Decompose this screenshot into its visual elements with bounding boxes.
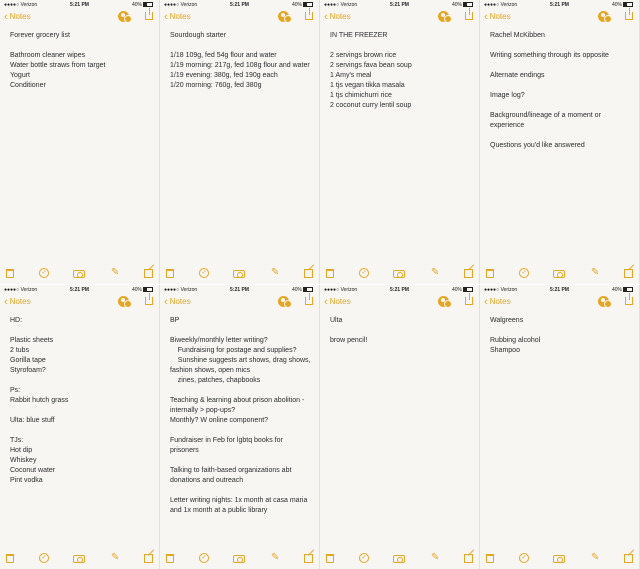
checklist-icon[interactable]: ✓	[199, 268, 209, 278]
note-screen	[160, 285, 320, 569]
back-label: Notes	[489, 297, 511, 306]
note-line	[490, 101, 633, 111]
back-to-notes-button[interactable]	[164, 12, 191, 21]
compose-icon[interactable]	[304, 554, 313, 563]
note-body[interactable]	[10, 31, 153, 91]
bottom-toolbar	[320, 551, 479, 567]
battery-status: 40%	[452, 287, 473, 293]
note-line: Ps:	[10, 387, 21, 394]
note-line: Sourdough starter	[170, 32, 227, 39]
checklist-icon[interactable]: ✓	[359, 553, 369, 563]
note-line: Yogurt	[10, 72, 30, 79]
status-time: 5:21 PM	[70, 287, 89, 293]
navigation-bar	[160, 10, 319, 26]
note-line: Rabbit hutch grass	[10, 397, 69, 404]
add-person-icon[interactable]	[118, 296, 129, 307]
note-line: Walgreens	[490, 317, 524, 324]
compose-icon[interactable]	[144, 269, 153, 278]
compose-icon[interactable]	[144, 554, 153, 563]
sketch-icon[interactable]: ✎	[431, 552, 440, 563]
note-line: Ulta: blue stuff	[10, 417, 55, 424]
note-screen	[480, 285, 640, 569]
carrier-label: ●●●●○ Verizon	[4, 2, 38, 8]
note-line: 2 servings brown rice	[330, 52, 397, 59]
back-label: Notes	[489, 12, 511, 21]
note-line	[170, 426, 313, 436]
note-line	[10, 41, 153, 51]
sketch-icon[interactable]: ✎	[591, 552, 600, 563]
navigation-bar	[480, 10, 639, 26]
carrier-label: ●●●●○ Verizon	[164, 287, 198, 293]
note-line: 1/19 evening: 380g, fed 190g each	[170, 72, 278, 79]
note-body[interactable]	[170, 316, 313, 516]
battery-icon	[463, 2, 473, 7]
note-line: Gorilla tape	[10, 357, 46, 364]
note-screen	[480, 0, 640, 284]
battery-status: 40%	[132, 2, 153, 8]
compose-icon[interactable]	[464, 554, 473, 563]
battery-icon	[303, 287, 313, 292]
note-line: brow pencil!	[330, 337, 368, 344]
battery-icon	[143, 287, 153, 292]
sketch-icon[interactable]: ✎	[111, 267, 120, 278]
carrier-label: ●●●●○ Verizon	[484, 2, 518, 8]
note-line	[10, 406, 153, 416]
note-line	[330, 326, 473, 336]
note-line: 1/20 morning: 760g, fed 380g	[170, 82, 262, 89]
note-line: Questions you'd like answered	[490, 142, 585, 149]
status-bar	[160, 287, 319, 295]
share-icon[interactable]	[305, 297, 313, 305]
share-icon[interactable]	[145, 297, 153, 305]
share-icon[interactable]	[305, 12, 313, 20]
checklist-icon[interactable]: ✓	[359, 268, 369, 278]
compose-icon[interactable]	[304, 269, 313, 278]
chevron-left-icon: ‹	[324, 296, 328, 308]
note-line	[170, 456, 313, 466]
bottom-toolbar	[480, 551, 639, 567]
compose-icon[interactable]	[464, 269, 473, 278]
note-line: BP	[170, 317, 180, 324]
camera-icon[interactable]	[553, 555, 565, 563]
note-line: Hot dip	[10, 447, 33, 454]
battery-status: 40%	[612, 287, 633, 293]
note-line	[170, 386, 313, 396]
carrier-label: ●●●●○ Verizon	[324, 287, 358, 293]
checklist-icon[interactable]: ✓	[519, 268, 529, 278]
note-line: 1 tjs chimichurri rice	[330, 92, 392, 99]
share-icon[interactable]	[625, 12, 633, 20]
sketch-icon[interactable]: ✎	[271, 552, 280, 563]
note-line: Rachel McKibben	[490, 32, 545, 39]
back-label: Notes	[9, 297, 31, 306]
note-screen	[320, 0, 480, 284]
note-line: 2 coconut curry lentil soup	[330, 102, 412, 109]
status-bar	[480, 2, 639, 10]
trash-icon[interactable]	[166, 269, 174, 278]
status-time: 5:21 PM	[390, 287, 409, 293]
note-line	[490, 131, 633, 141]
add-person-icon[interactable]	[598, 296, 609, 307]
note-screen	[0, 285, 160, 569]
trash-icon[interactable]	[326, 554, 334, 563]
bottom-toolbar	[0, 266, 159, 282]
bottom-toolbar	[160, 551, 319, 567]
note-body[interactable]	[330, 31, 473, 111]
trash-icon[interactable]	[326, 269, 334, 278]
checklist-icon[interactable]: ✓	[39, 268, 49, 278]
note-line: Pint vodka	[10, 477, 43, 484]
note-body[interactable]	[10, 316, 153, 486]
note-line: Teaching & learning about prison abolition - internally > pop-ups?	[170, 397, 307, 414]
note-line: 1 tjs vegan tikka masala	[330, 82, 405, 89]
camera-icon[interactable]	[393, 555, 405, 563]
note-line: IN THE FREEZER	[330, 32, 388, 39]
back-to-notes-button[interactable]	[324, 297, 351, 306]
navigation-bar	[320, 10, 479, 26]
compose-icon[interactable]	[624, 269, 633, 278]
note-line	[490, 61, 633, 71]
navigation-bar	[480, 295, 639, 311]
add-person-icon[interactable]	[438, 11, 449, 22]
back-label: Notes	[9, 12, 31, 21]
battery-status: 40%	[452, 2, 473, 8]
chevron-left-icon: ‹	[164, 11, 168, 23]
note-line: 1 Amy's meal	[330, 72, 372, 79]
camera-icon[interactable]	[553, 270, 565, 278]
back-to-notes-button[interactable]	[324, 12, 351, 21]
bottom-toolbar	[160, 266, 319, 282]
navigation-bar	[0, 295, 159, 311]
sketch-icon[interactable]: ✎	[431, 267, 440, 278]
trash-icon[interactable]	[486, 269, 494, 278]
note-line: Styrofoam?	[10, 367, 46, 374]
battery-status: 40%	[292, 287, 313, 293]
note-line	[10, 426, 153, 436]
status-bar	[320, 2, 479, 10]
sketch-icon[interactable]: ✎	[271, 267, 280, 278]
note-screen	[0, 0, 160, 284]
bottom-toolbar	[320, 266, 479, 282]
back-to-notes-button[interactable]	[4, 297, 31, 306]
note-line: 1/18 109g, fed 54g flour and water	[170, 52, 277, 59]
share-icon[interactable]	[465, 12, 473, 20]
status-bar	[0, 2, 159, 10]
sketch-icon[interactable]: ✎	[591, 267, 600, 278]
note-line: Bathroom cleaner wipes	[10, 52, 86, 59]
chevron-left-icon: ‹	[324, 11, 328, 23]
note-line: Talking to faith-based organizations abt donations and outreach	[170, 467, 294, 484]
back-to-notes-button[interactable]	[484, 12, 511, 21]
note-body[interactable]	[330, 316, 473, 346]
share-icon[interactable]	[625, 297, 633, 305]
back-label: Notes	[169, 297, 191, 306]
note-line: Plastic sheets	[10, 337, 54, 344]
sketch-icon[interactable]: ✎	[111, 552, 120, 563]
note-line: Water bottle straws from target	[10, 62, 106, 69]
camera-icon[interactable]	[73, 270, 85, 278]
note-body[interactable]	[490, 31, 633, 151]
note-line	[170, 326, 313, 336]
note-body[interactable]	[170, 31, 313, 91]
back-to-notes-button[interactable]	[4, 12, 31, 21]
note-body[interactable]	[490, 316, 633, 356]
battery-status: 40%	[612, 2, 633, 8]
checklist-icon[interactable]: ✓	[39, 553, 49, 563]
navigation-bar	[0, 10, 159, 26]
chevron-left-icon: ‹	[164, 296, 168, 308]
back-to-notes-button[interactable]	[484, 297, 511, 306]
trash-icon[interactable]	[6, 269, 14, 278]
note-line	[10, 326, 153, 336]
camera-icon[interactable]	[233, 270, 245, 278]
status-time: 5:21 PM	[390, 2, 409, 8]
navigation-bar	[160, 295, 319, 311]
carrier-label: ●●●●○ Verizon	[484, 287, 518, 293]
status-time: 5:21 PM	[550, 2, 569, 8]
status-bar	[160, 2, 319, 10]
back-to-notes-button[interactable]	[164, 297, 191, 306]
carrier-label: ●●●●○ Verizon	[164, 2, 198, 8]
note-line: Conditioner	[10, 82, 46, 89]
back-label: Notes	[329, 12, 351, 21]
battery-status: 40%	[292, 2, 313, 8]
compose-icon[interactable]	[624, 554, 633, 563]
camera-icon[interactable]	[73, 555, 85, 563]
note-line: Fundraising for postage and supplies?	[170, 347, 297, 354]
status-bar	[320, 287, 479, 295]
note-line	[170, 486, 313, 496]
note-line: Background/lineage of a moment or experience	[490, 112, 603, 129]
note-line	[490, 81, 633, 91]
note-line	[330, 41, 473, 51]
chevron-left-icon: ‹	[484, 11, 488, 23]
add-person-icon[interactable]	[598, 11, 609, 22]
note-line: Shampoo	[490, 347, 520, 354]
note-line: Rubbing alcohol	[490, 337, 541, 344]
note-line: zines, patches, chapbooks	[170, 377, 261, 384]
battery-icon	[143, 2, 153, 7]
note-line: 1/19 morning: 217g, fed 108g flour and water	[170, 62, 310, 69]
share-icon[interactable]	[465, 297, 473, 305]
battery-icon	[303, 2, 313, 7]
trash-icon[interactable]	[166, 554, 174, 563]
bottom-toolbar	[480, 266, 639, 282]
note-line: Whiskey	[10, 457, 37, 464]
status-time: 5:21 PM	[230, 2, 249, 8]
add-person-icon[interactable]	[278, 296, 289, 307]
carrier-label: ●●●●○ Verizon	[4, 287, 38, 293]
camera-icon[interactable]	[393, 270, 405, 278]
note-line: Biweekly/monthly letter writing?	[170, 337, 268, 344]
checklist-icon[interactable]: ✓	[519, 553, 529, 563]
battery-icon	[463, 287, 473, 292]
note-line: HD:	[10, 317, 23, 324]
note-line: Letter writing nights: 1x month at casa maria and 1x month at a public library	[170, 497, 310, 514]
note-line	[490, 326, 633, 336]
note-line: Coconut water	[10, 467, 56, 474]
chevron-left-icon: ‹	[4, 11, 8, 23]
trash-icon[interactable]	[486, 554, 494, 563]
back-label: Notes	[329, 297, 351, 306]
note-line: Monthly? W online component?	[170, 417, 269, 424]
bottom-toolbar	[0, 551, 159, 567]
note-line: Image log?	[490, 92, 525, 99]
camera-icon[interactable]	[233, 555, 245, 563]
note-line: Ulta	[330, 317, 343, 324]
note-line	[10, 376, 153, 386]
note-line: Writing something through its opposite	[490, 52, 609, 59]
note-line: Forever grocery list	[10, 32, 70, 39]
add-person-icon[interactable]	[278, 11, 289, 22]
note-line: Fundraiser in Feb for lgbtq books for prisoners	[170, 437, 285, 454]
status-time: 5:21 PM	[70, 2, 89, 8]
status-bar	[480, 287, 639, 295]
chevron-left-icon: ‹	[484, 296, 488, 308]
back-label: Notes	[169, 12, 191, 21]
share-icon[interactable]	[145, 12, 153, 20]
note-line: Alternate endings	[490, 72, 545, 79]
note-screen	[160, 0, 320, 284]
carrier-label: ●●●●○ Verizon	[324, 2, 358, 8]
battery-status: 40%	[132, 287, 153, 293]
chevron-left-icon: ‹	[4, 296, 8, 308]
status-time: 5:21 PM	[550, 287, 569, 293]
note-line: 2 tubs	[10, 347, 30, 354]
note-line: Sunshine suggests art shows, drag shows, fashion shows, open mics	[170, 357, 313, 374]
battery-icon	[623, 2, 633, 7]
trash-icon[interactable]	[6, 554, 14, 563]
add-person-icon[interactable]	[118, 11, 129, 22]
battery-icon	[623, 287, 633, 292]
navigation-bar	[320, 295, 479, 311]
checklist-icon[interactable]: ✓	[199, 553, 209, 563]
add-person-icon[interactable]	[438, 296, 449, 307]
status-bar	[0, 287, 159, 295]
note-line: 2 servings fava bean soup	[330, 62, 412, 69]
note-line	[170, 41, 313, 51]
note-screen	[320, 285, 480, 569]
note-line	[490, 41, 633, 51]
status-time: 5:21 PM	[230, 287, 249, 293]
note-line: TJs:	[10, 437, 24, 444]
